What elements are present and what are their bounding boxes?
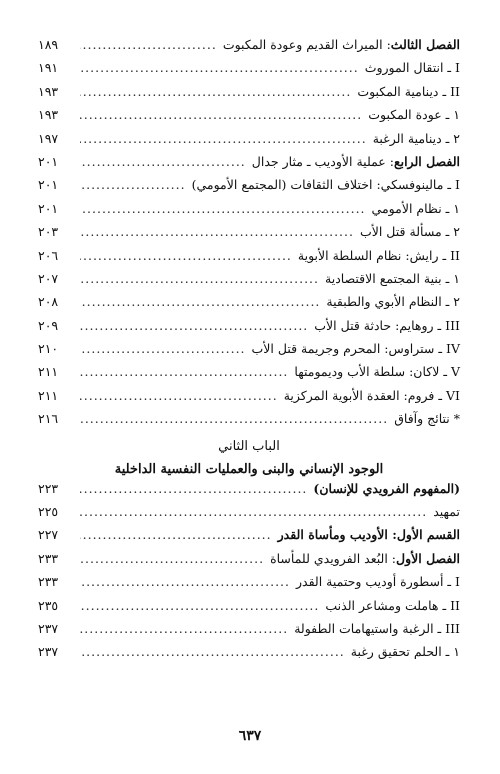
toc-entry-page: ٢٠١ (38, 177, 59, 193)
toc-entry-title (223, 37, 460, 52)
toc-entry-page: ١٩١ (38, 60, 59, 76)
dot-leader (80, 621, 288, 636)
toc-entry-title (351, 644, 460, 659)
toc-entry-page: ٢١١ (38, 364, 59, 380)
toc-entry (38, 84, 460, 107)
toc-entry-text: * نتائج وآفاق (394, 411, 460, 427)
toc-entry (38, 248, 460, 271)
toc-entry-title (360, 224, 460, 239)
toc-entry-text: ١ ـ الحلم تحقيق رغبة (350, 644, 460, 660)
toc-entry-bold: الفصل الثالث (390, 37, 460, 52)
dot-leader (80, 60, 359, 75)
toc-entry-title (278, 527, 460, 542)
dot-leader (80, 84, 351, 99)
toc-section-bottom (38, 481, 460, 668)
toc-entry (38, 131, 460, 154)
dot-leader (80, 107, 362, 122)
dot-leader (80, 504, 427, 519)
toc-entry-title (314, 318, 460, 333)
toc-entry (38, 224, 460, 247)
dot-leader (80, 318, 308, 333)
toc-entry-page: ٢٣٧ (38, 620, 59, 636)
toc-entry-title (252, 341, 460, 356)
toc-entry (38, 481, 460, 504)
toc-entry (38, 154, 460, 177)
toc-entry (38, 60, 460, 83)
toc-entry-text: ٢ ـ مسألة قتل الأب (359, 224, 460, 240)
toc-entry-page: ١٩٣ (38, 107, 59, 123)
toc-entry-title (373, 131, 460, 146)
dot-leader (80, 271, 319, 286)
dot-leader (80, 598, 319, 613)
page-number: ٦٣٧ (238, 728, 262, 744)
toc-entry-title (294, 364, 460, 379)
toc-entry-page: ٢٢٣ (38, 480, 59, 496)
toc-entry (38, 574, 460, 597)
toc-entry-text: I ـ أسطورة أوديب وحتمية القدر (296, 574, 460, 590)
toc-entry-page: ٢٠٣ (38, 224, 59, 240)
toc-entry-title (357, 84, 460, 99)
toc-entry-text: III ـ الرغبة واستيهامات الطفولة (294, 620, 460, 636)
toc-entry-title (326, 294, 460, 309)
toc-entry-bold: الفصل الرابع (393, 153, 460, 169)
toc-entry (38, 411, 460, 434)
toc-entry-page: ٢٠١ (38, 200, 59, 216)
toc-entry-page: ٢١٦ (38, 411, 59, 427)
dot-leader (80, 37, 217, 52)
toc-entry-page: ٢٠٦ (38, 247, 59, 263)
table-of-contents (38, 37, 460, 668)
toc-entry-title (372, 201, 460, 216)
toc-entry-title (313, 481, 460, 496)
toc-entry (38, 388, 460, 411)
toc-entry-page: ٢٠٧ (38, 270, 59, 286)
toc-entry-text: تمهيد (433, 504, 460, 520)
toc-entry-page: ٢٠٩ (38, 317, 59, 333)
toc-entry-title (192, 177, 460, 192)
toc-entry-text: : عملية الأوديب ـ مثار جدال (251, 153, 394, 169)
toc-entry-text: : البُعد الفرويدي للمأساة (270, 550, 397, 566)
toc-entry-bold: (المفهوم الفرويدي للإنسان) (313, 480, 460, 496)
toc-entry-page: ٢٢٧ (38, 527, 59, 543)
toc-entry (38, 341, 460, 364)
toc-entry-text: VI ـ فروم: العقدة الأبوية المركزية (283, 387, 460, 403)
toc-entry-title (298, 248, 460, 263)
dot-leader (80, 294, 320, 309)
toc-entry (38, 644, 460, 667)
toc-entry-text: III ـ روهايم: حادثة قتل الأب (314, 317, 460, 333)
dot-leader (80, 248, 292, 263)
dot-leader (80, 224, 354, 239)
toc-entry (38, 527, 460, 550)
toc-entry-title (325, 598, 460, 613)
toc-entry-title (365, 60, 460, 75)
toc-entry-title (325, 271, 460, 286)
toc-entry-page: ١٩٣ (38, 83, 59, 99)
toc-entry-text: I ـ مالينوفسكي: اختلاف الثقافات (المجتمع الأمومي) (191, 177, 460, 193)
toc-entry-text: ١ ـ عودة المكبوت (368, 107, 460, 123)
toc-entry-text: ١ ـ بنية المجتمع الاقتصادية (325, 270, 460, 286)
dot-leader (80, 574, 290, 589)
toc-entry (38, 177, 460, 200)
toc-entry-page: ٢٠١ (38, 153, 59, 169)
toc-entry-page: ٢٣٧ (38, 644, 59, 660)
toc-entry-page: ٢٣٣ (38, 574, 59, 590)
toc-entry-text: II ـ هاملت ومشاعر الذنب (325, 597, 460, 613)
toc-entry (38, 504, 460, 527)
dot-leader (80, 551, 264, 566)
toc-entry-title (394, 411, 460, 426)
toc-entry-title (270, 551, 460, 566)
toc-entry-text: : الميراث القديم وعودة المكبوت (222, 37, 391, 52)
toc-entry (38, 318, 460, 341)
toc-entry-page: ٢١٠ (38, 341, 59, 357)
dot-leader (80, 364, 288, 379)
toc-entry-bold: الفصل الأول (396, 550, 460, 566)
toc-section-top (38, 37, 460, 435)
toc-entry-title (296, 574, 460, 589)
toc-entry (38, 201, 460, 224)
toc-entry-text: ٢ ـ النظام الأبوي والطبقية (326, 294, 460, 310)
toc-entry (38, 37, 460, 60)
toc-entry-text: II ـ رايش: نظام السلطة الأبوية (297, 247, 460, 263)
dot-leader (80, 341, 246, 356)
toc-entry-title (252, 154, 460, 169)
toc-entry-text: IV ـ ستراوس: المحرم وجريمة قتل الأب (251, 341, 460, 357)
dot-leader (80, 527, 272, 542)
dot-leader (80, 481, 307, 496)
toc-entry (38, 551, 460, 574)
dot-leader (80, 644, 345, 659)
toc-entry-title (284, 388, 460, 403)
toc-entry-page: ٢١١ (38, 387, 59, 403)
dot-leader (80, 154, 246, 169)
dot-leader (80, 131, 367, 146)
toc-entry (38, 294, 460, 317)
part-title: الباب الثاني (218, 438, 280, 454)
dot-leader (80, 388, 278, 403)
toc-entry (38, 107, 460, 130)
toc-entry-bold: القسم الأول: الأوديب ومأساة القدر (277, 527, 460, 543)
dot-leader (80, 411, 388, 426)
toc-entry-title (294, 621, 460, 636)
toc-entry (38, 364, 460, 387)
toc-entry-page: ٢٣٣ (38, 550, 59, 566)
toc-entry-text: II ـ دينامية المكبوت (357, 83, 460, 99)
toc-entry-text: ٢ ـ دينامية الرغبة (372, 130, 460, 146)
toc-entry-page: ٢٣٥ (38, 597, 59, 613)
toc-entry-title (368, 107, 460, 122)
toc-entry (38, 621, 460, 644)
toc-entry-page: ١٩٧ (38, 130, 59, 146)
toc-entry-page: ٢٠٨ (38, 294, 59, 310)
toc-entry-text: I ـ انتقال الموروث (364, 60, 460, 76)
toc-entry-page: ٢٢٥ (38, 504, 59, 520)
toc-entry-text: V ـ لاكان: سلطة الأب وديمومتها (294, 364, 460, 380)
toc-entry (38, 271, 460, 294)
toc-entry-title (433, 504, 460, 519)
toc-entry-page: ١٨٩ (38, 37, 59, 52)
part-subtitle: الوجود الإنساني والبنى والعمليات النفسية الداخلية (114, 461, 384, 477)
toc-entry (38, 598, 460, 621)
dot-leader (80, 201, 366, 216)
toc-entry-text: ١ ـ نظام الأمومي (371, 200, 460, 216)
dot-leader (80, 177, 186, 192)
